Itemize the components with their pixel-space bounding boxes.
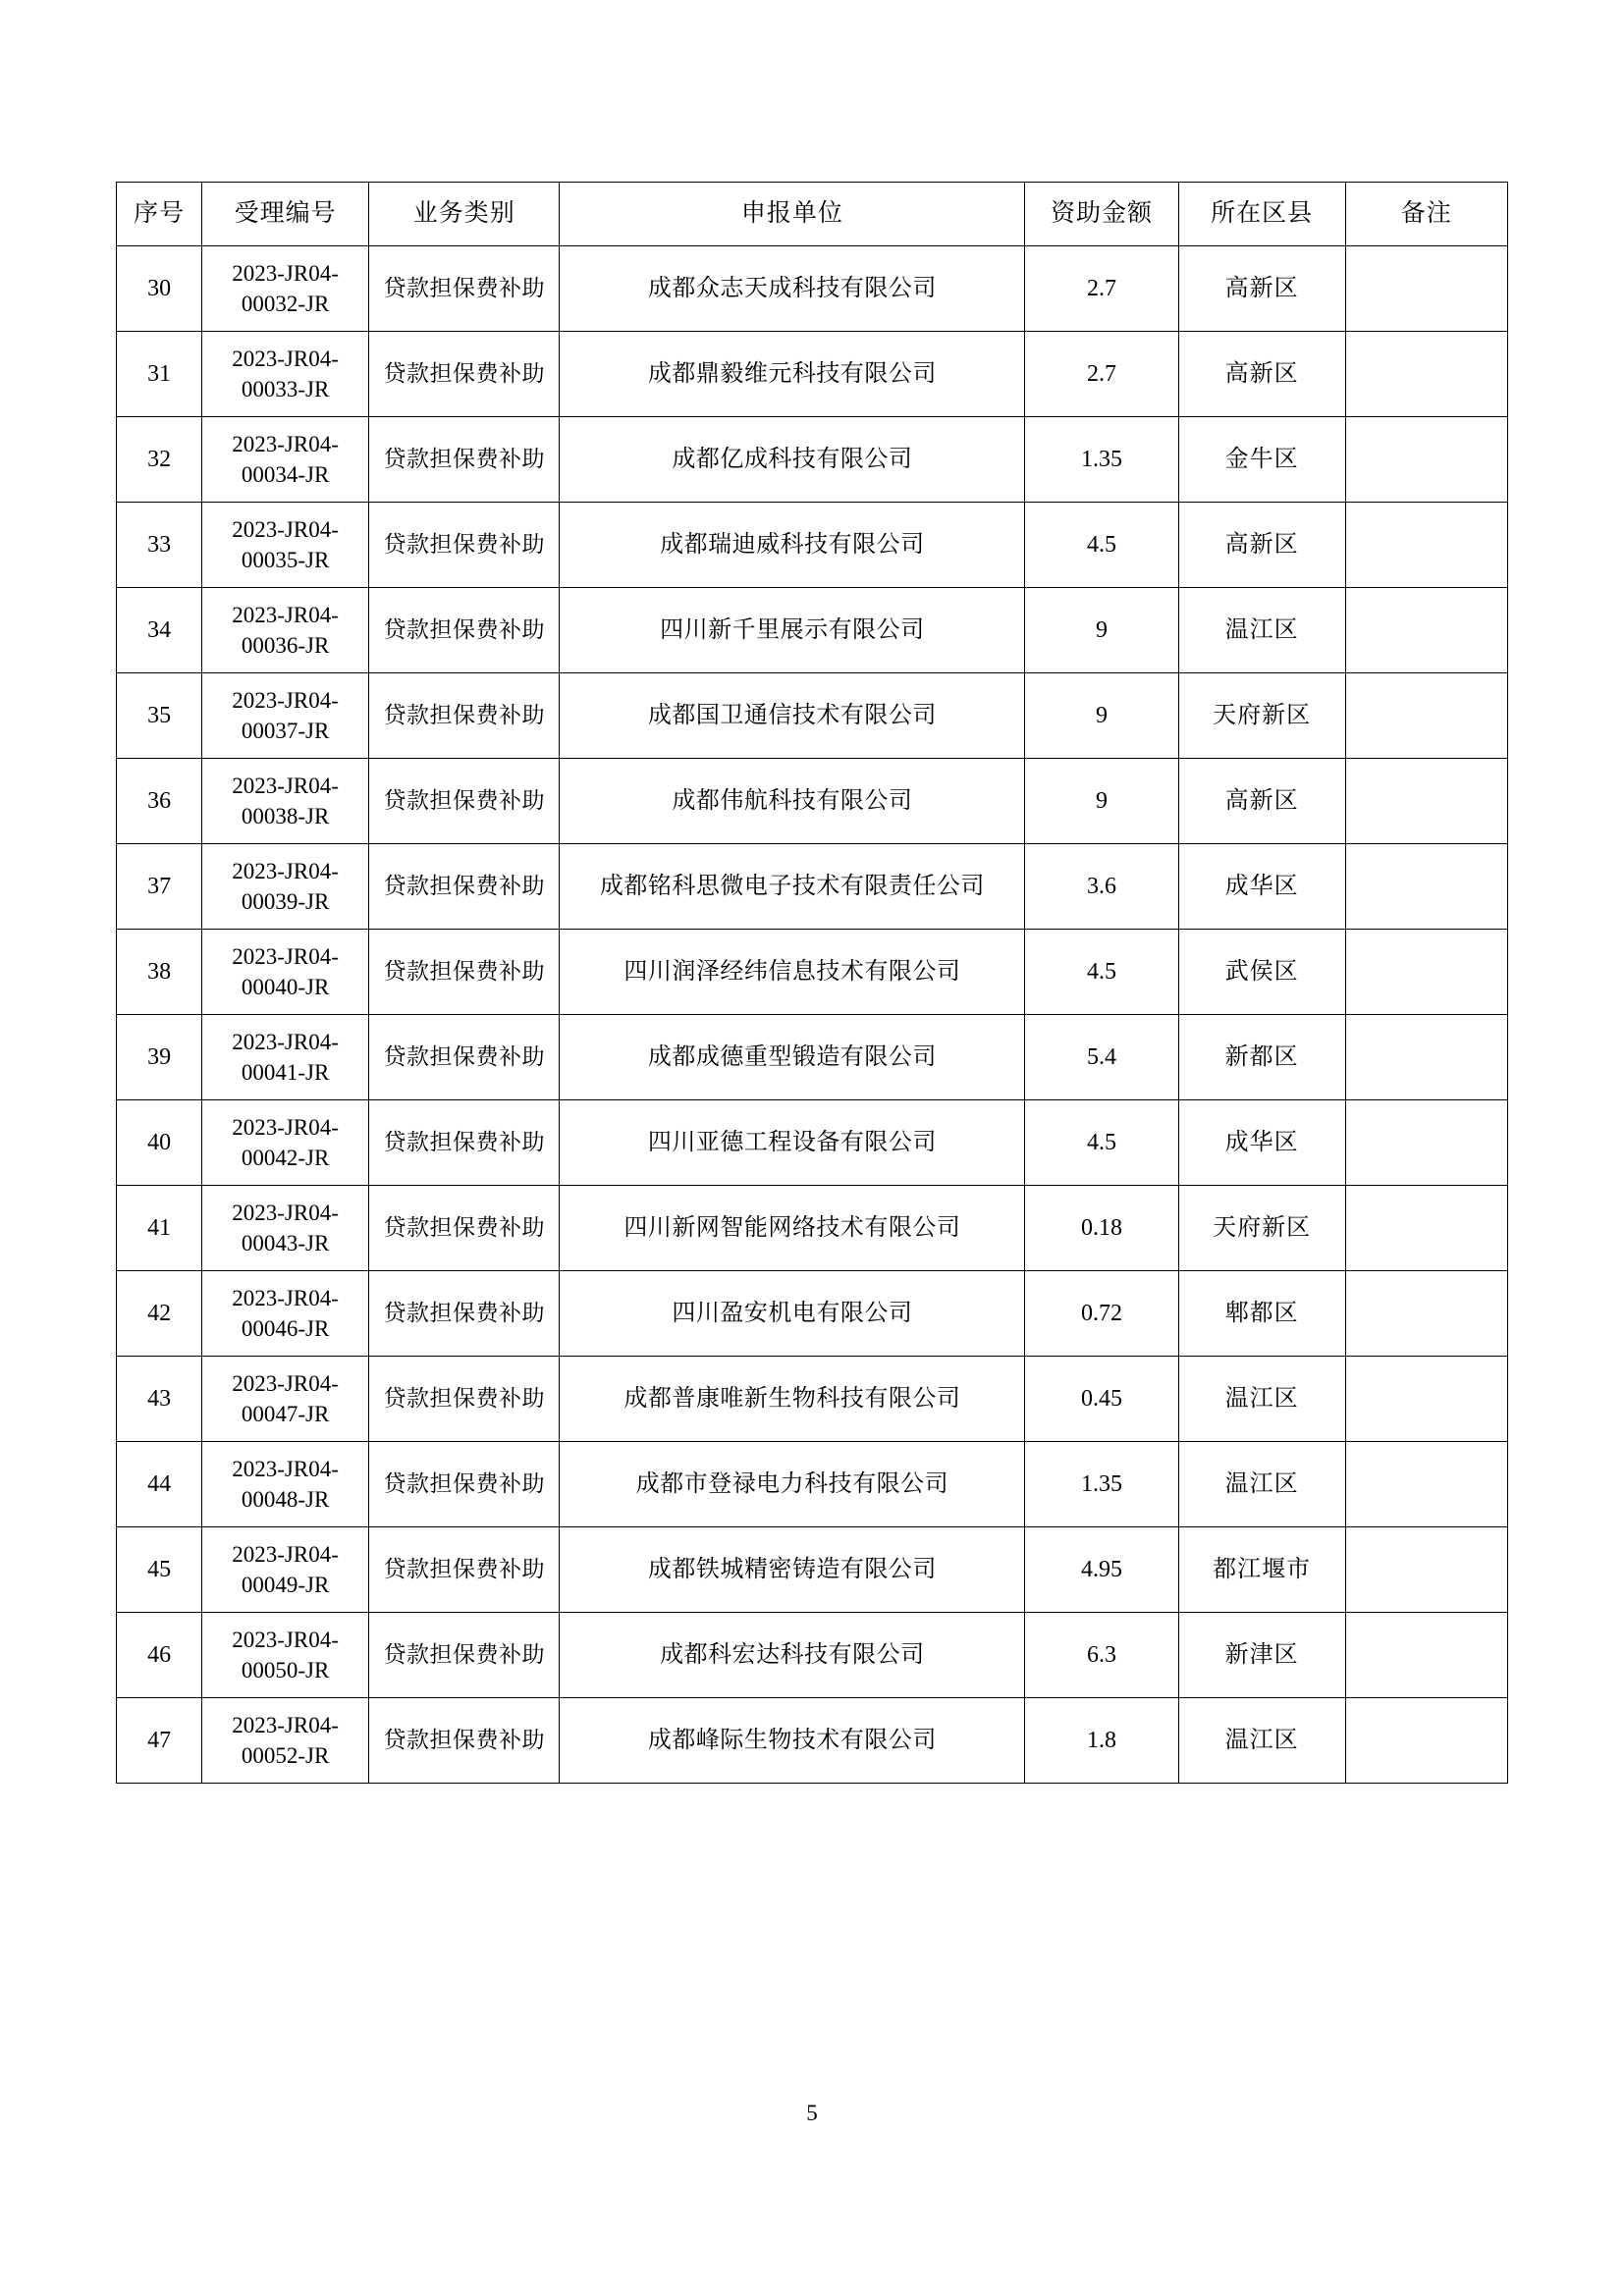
table-row: [117, 1698, 1508, 1784]
table-row: [117, 1357, 1508, 1442]
cell-code: [202, 759, 369, 844]
cell-district: 温江区: [1178, 1442, 1345, 1527]
table-header: [117, 183, 1508, 246]
cell-remark: [1345, 1613, 1507, 1698]
column-header-seq: 序号: [117, 183, 202, 246]
code-line-2: 00049-JR: [241, 1573, 330, 1597]
cell-unit: 成都瑞迪威科技有限公司: [560, 503, 1025, 588]
cell-code: [202, 417, 369, 503]
code-line-1: 2023-JR04-: [232, 602, 339, 627]
table-row: [117, 1015, 1508, 1100]
cell-remark: [1345, 417, 1507, 503]
code-line-2: 00052-JR: [241, 1743, 330, 1768]
cell-code: [202, 673, 369, 759]
cell-type: 贷款担保费补助: [369, 673, 560, 759]
cell-remark: [1345, 1698, 1507, 1784]
code-line-2: 00047-JR: [241, 1402, 330, 1426]
table-row: [117, 1186, 1508, 1271]
cell-amount: 2.7: [1025, 332, 1178, 417]
code-line-1: 2023-JR04-: [232, 1627, 339, 1652]
cell-remark: [1345, 1015, 1507, 1100]
column-header-remark: 备注: [1345, 183, 1507, 246]
cell-type: 贷款担保费补助: [369, 588, 560, 673]
cell-code: [202, 588, 369, 673]
cell-district: 温江区: [1178, 1357, 1345, 1442]
cell-seq: 45: [117, 1527, 202, 1613]
cell-type: 贷款担保费补助: [369, 844, 560, 930]
cell-seq: 44: [117, 1442, 202, 1527]
cell-seq: 37: [117, 844, 202, 930]
cell-type: 贷款担保费补助: [369, 1442, 560, 1527]
cell-code: [202, 844, 369, 930]
cell-remark: [1345, 1442, 1507, 1527]
cell-amount: 1.35: [1025, 417, 1178, 503]
cell-unit: 成都峰际生物技术有限公司: [560, 1698, 1025, 1784]
code-line-1: 2023-JR04-: [232, 1541, 339, 1567]
cell-district: 成华区: [1178, 1100, 1345, 1186]
cell-seq: 41: [117, 1186, 202, 1271]
code-line-2: 00033-JR: [241, 377, 330, 401]
column-header-type: 业务类别: [369, 183, 560, 246]
table-row: [117, 503, 1508, 588]
cell-code: [202, 1442, 369, 1527]
code-line-2: 00040-JR: [241, 975, 330, 999]
code-line-1: 2023-JR04-: [232, 858, 339, 883]
cell-unit: 成都科宏达科技有限公司: [560, 1613, 1025, 1698]
table-row: [117, 1442, 1508, 1527]
cell-seq: 47: [117, 1698, 202, 1784]
cell-remark: [1345, 503, 1507, 588]
subsidy-table: [116, 182, 1508, 1784]
cell-amount: 5.4: [1025, 1015, 1178, 1100]
code-line-2: 00035-JR: [241, 548, 330, 572]
cell-amount: 1.35: [1025, 1442, 1178, 1527]
cell-amount: 4.5: [1025, 1100, 1178, 1186]
code-line-2: 00032-JR: [241, 292, 330, 316]
cell-unit: 成都市登禄电力科技有限公司: [560, 1442, 1025, 1527]
table-row: [117, 417, 1508, 503]
cell-remark: [1345, 930, 1507, 1015]
cell-district: 郫都区: [1178, 1271, 1345, 1357]
code-line-1: 2023-JR04-: [232, 943, 339, 969]
cell-code: [202, 1357, 369, 1442]
cell-amount: 1.8: [1025, 1698, 1178, 1784]
cell-unit: 成都伟航科技有限公司: [560, 759, 1025, 844]
cell-code: [202, 1527, 369, 1613]
table-row: [117, 1271, 1508, 1357]
cell-amount: 0.45: [1025, 1357, 1178, 1442]
cell-unit: 成都成德重型锻造有限公司: [560, 1015, 1025, 1100]
code-line-1: 2023-JR04-: [232, 1114, 339, 1140]
cell-seq: 40: [117, 1100, 202, 1186]
cell-amount: 0.18: [1025, 1186, 1178, 1271]
cell-district: 高新区: [1178, 503, 1345, 588]
cell-type: 贷款担保费补助: [369, 1100, 560, 1186]
cell-seq: 43: [117, 1357, 202, 1442]
cell-district: 天府新区: [1178, 1186, 1345, 1271]
cell-type: 贷款担保费补助: [369, 1015, 560, 1100]
cell-remark: [1345, 1357, 1507, 1442]
cell-amount: 4.95: [1025, 1527, 1178, 1613]
cell-unit: 四川新网智能网络技术有限公司: [560, 1186, 1025, 1271]
cell-amount: 9: [1025, 673, 1178, 759]
cell-code: [202, 246, 369, 332]
page-number: 5: [806, 2101, 818, 2125]
cell-type: 贷款担保费补助: [369, 332, 560, 417]
code-line-2: 00036-JR: [241, 633, 330, 658]
cell-seq: 36: [117, 759, 202, 844]
cell-type: 贷款担保费补助: [369, 503, 560, 588]
code-line-1: 2023-JR04-: [232, 346, 339, 371]
code-line-1: 2023-JR04-: [232, 260, 339, 286]
code-line-2: 00039-JR: [241, 889, 330, 914]
cell-code: [202, 1186, 369, 1271]
cell-remark: [1345, 588, 1507, 673]
cell-unit: 成都国卫通信技术有限公司: [560, 673, 1025, 759]
cell-district: 温江区: [1178, 1698, 1345, 1784]
table-row: [117, 246, 1508, 332]
code-line-1: 2023-JR04-: [232, 687, 339, 713]
cell-remark: [1345, 1100, 1507, 1186]
code-line-2: 00043-JR: [241, 1231, 330, 1255]
cell-unit: 四川润泽经纬信息技术有限公司: [560, 930, 1025, 1015]
cell-amount: 3.6: [1025, 844, 1178, 930]
cell-remark: [1345, 332, 1507, 417]
cell-seq: 33: [117, 503, 202, 588]
code-line-1: 2023-JR04-: [232, 1029, 339, 1054]
code-line-1: 2023-JR04-: [232, 516, 339, 542]
code-line-1: 2023-JR04-: [232, 431, 339, 456]
cell-code: [202, 332, 369, 417]
cell-remark: [1345, 759, 1507, 844]
code-line-2: 00034-JR: [241, 462, 330, 487]
cell-district: 天府新区: [1178, 673, 1345, 759]
code-line-2: 00046-JR: [241, 1316, 330, 1341]
cell-district: 高新区: [1178, 759, 1345, 844]
table-row: [117, 1527, 1508, 1613]
table-row: [117, 332, 1508, 417]
table-row: [117, 1613, 1508, 1698]
cell-type: 贷款担保费补助: [369, 1357, 560, 1442]
cell-type: 贷款担保费补助: [369, 1698, 560, 1784]
cell-unit: 成都亿成科技有限公司: [560, 417, 1025, 503]
cell-seq: 42: [117, 1271, 202, 1357]
cell-code: [202, 1698, 369, 1784]
code-line-2: 00041-JR: [241, 1060, 330, 1085]
code-line-2: 00048-JR: [241, 1487, 330, 1512]
cell-type: 贷款担保费补助: [369, 1271, 560, 1357]
code-line-1: 2023-JR04-: [232, 1712, 339, 1737]
cell-remark: [1345, 844, 1507, 930]
column-header-district: 所在区县: [1178, 183, 1345, 246]
cell-type: 贷款担保费补助: [369, 1613, 560, 1698]
cell-amount: 6.3: [1025, 1613, 1178, 1698]
cell-type: 贷款担保费补助: [369, 759, 560, 844]
code-line-2: 00050-JR: [241, 1658, 330, 1682]
table-row: [117, 673, 1508, 759]
cell-district: 都江堰市: [1178, 1527, 1345, 1613]
cell-unit: 成都普康唯新生物科技有限公司: [560, 1357, 1025, 1442]
table-header-row: [117, 183, 1508, 246]
cell-remark: [1345, 1186, 1507, 1271]
code-line-2: 00038-JR: [241, 804, 330, 828]
cell-amount: 4.5: [1025, 503, 1178, 588]
cell-remark: [1345, 673, 1507, 759]
code-line-2: 00037-JR: [241, 719, 330, 743]
cell-district: 武侯区: [1178, 930, 1345, 1015]
cell-seq: 38: [117, 930, 202, 1015]
cell-code: [202, 930, 369, 1015]
cell-remark: [1345, 246, 1507, 332]
cell-seq: 39: [117, 1015, 202, 1100]
cell-code: [202, 1100, 369, 1186]
cell-seq: 46: [117, 1613, 202, 1698]
cell-district: 成华区: [1178, 844, 1345, 930]
cell-unit: 成都铁城精密铸造有限公司: [560, 1527, 1025, 1613]
cell-district: 新都区: [1178, 1015, 1345, 1100]
cell-code: [202, 503, 369, 588]
cell-district: 金牛区: [1178, 417, 1345, 503]
table-body: [117, 246, 1508, 1784]
cell-type: 贷款担保费补助: [369, 1186, 560, 1271]
table-row: [117, 930, 1508, 1015]
cell-unit: 四川新千里展示有限公司: [560, 588, 1025, 673]
cell-seq: 31: [117, 332, 202, 417]
column-header-unit: 申报单位: [560, 183, 1025, 246]
cell-code: [202, 1015, 369, 1100]
cell-district: 高新区: [1178, 332, 1345, 417]
cell-type: 贷款担保费补助: [369, 246, 560, 332]
code-line-2: 00042-JR: [241, 1146, 330, 1170]
cell-remark: [1345, 1527, 1507, 1613]
table-row: [117, 588, 1508, 673]
cell-seq: 35: [117, 673, 202, 759]
cell-unit: 四川盈安机电有限公司: [560, 1271, 1025, 1357]
cell-seq: 32: [117, 417, 202, 503]
cell-unit: 成都鼎毅维元科技有限公司: [560, 332, 1025, 417]
cell-district: 温江区: [1178, 588, 1345, 673]
cell-amount: 9: [1025, 759, 1178, 844]
code-line-1: 2023-JR04-: [232, 773, 339, 798]
cell-seq: 34: [117, 588, 202, 673]
cell-amount: 4.5: [1025, 930, 1178, 1015]
cell-remark: [1345, 1271, 1507, 1357]
table-row: [117, 759, 1508, 844]
code-line-1: 2023-JR04-: [232, 1285, 339, 1310]
code-line-1: 2023-JR04-: [232, 1370, 339, 1396]
cell-code: [202, 1271, 369, 1357]
cell-code: [202, 1613, 369, 1698]
column-header-code: 受理编号: [202, 183, 369, 246]
table-row: [117, 1100, 1508, 1186]
cell-type: 贷款担保费补助: [369, 930, 560, 1015]
cell-type: 贷款担保费补助: [369, 417, 560, 503]
code-line-1: 2023-JR04-: [232, 1456, 339, 1481]
column-header-amount: 资助金额: [1025, 183, 1178, 246]
cell-district: 新津区: [1178, 1613, 1345, 1698]
cell-district: 高新区: [1178, 246, 1345, 332]
table-row: [117, 844, 1508, 930]
cell-amount: 9: [1025, 588, 1178, 673]
cell-amount: 0.72: [1025, 1271, 1178, 1357]
cell-unit: 成都铭科思微电子技术有限责任公司: [560, 844, 1025, 930]
cell-seq: 30: [117, 246, 202, 332]
code-line-1: 2023-JR04-: [232, 1200, 339, 1225]
cell-unit: 成都众志天成科技有限公司: [560, 246, 1025, 332]
cell-type: 贷款担保费补助: [369, 1527, 560, 1613]
cell-unit: 四川亚德工程设备有限公司: [560, 1100, 1025, 1186]
cell-amount: 2.7: [1025, 246, 1178, 332]
